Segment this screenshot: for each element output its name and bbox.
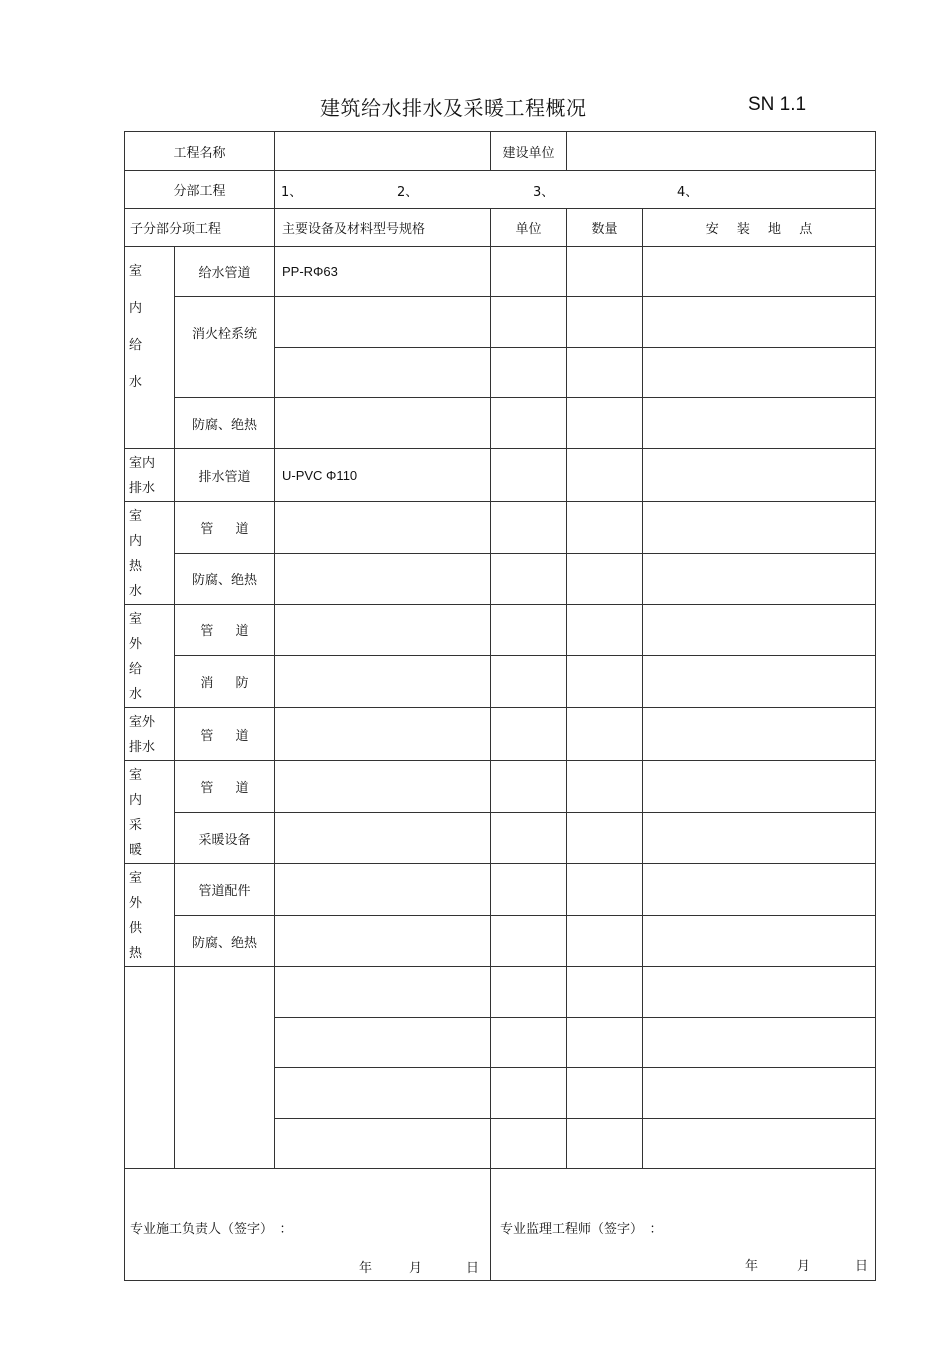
unit-cell[interactable] xyxy=(491,605,567,656)
location-cell[interactable] xyxy=(643,247,876,297)
blank-group-cell[interactable] xyxy=(125,967,175,1169)
col-material-header: 主要设备及材料型号规格 xyxy=(275,209,491,247)
supervisor-signature-label: 专业监理工程师（签字） ： xyxy=(500,1222,663,1237)
unit-cell[interactable] xyxy=(491,655,567,707)
item-label: 消 防 xyxy=(175,655,275,707)
item-label: 管道配件 xyxy=(175,864,275,916)
quantity-cell[interactable] xyxy=(567,916,643,967)
spec-cell[interactable] xyxy=(275,398,491,449)
signature-row xyxy=(125,1169,876,1281)
spec-cell[interactable] xyxy=(275,967,491,1018)
group-label-indoor-supply: 室 内 给 水 xyxy=(125,247,175,449)
item-label: 管 道 xyxy=(175,761,275,813)
blank-item-cell[interactable] xyxy=(175,967,275,1169)
item-label: 管 道 xyxy=(175,605,275,656)
location-cell[interactable] xyxy=(643,655,876,707)
quantity-cell[interactable] xyxy=(567,967,643,1018)
table-row xyxy=(125,761,876,813)
builder-label: 建设单位 xyxy=(491,132,567,171)
quantity-cell[interactable] xyxy=(567,708,643,761)
spec-cell[interactable]: PP-RΦ63 xyxy=(275,247,491,297)
col-location-header: 安 装 地 点 xyxy=(643,209,876,247)
item-label: 防腐、绝热 xyxy=(175,916,275,967)
quantity-cell[interactable] xyxy=(567,605,643,656)
location-cell[interactable] xyxy=(643,813,876,864)
table-row xyxy=(125,449,876,502)
spec-cell[interactable] xyxy=(275,655,491,707)
project-name-field[interactable] xyxy=(275,132,491,171)
unit-cell[interactable] xyxy=(491,813,567,864)
table-row xyxy=(125,605,876,656)
table-row xyxy=(125,916,876,967)
location-cell[interactable] xyxy=(643,553,876,605)
project-name-row xyxy=(125,132,876,171)
group-label-outdoor-supply: 室 外 给 水 xyxy=(125,605,175,708)
quantity-cell[interactable] xyxy=(567,1068,643,1119)
quantity-cell[interactable] xyxy=(567,761,643,813)
unit-cell[interactable] xyxy=(491,1068,567,1119)
group-label-indoor-hot-water: 室 内 热 水 xyxy=(125,502,175,605)
sub-project-item-2: 2、 xyxy=(397,185,419,200)
item-label: 防腐、绝热 xyxy=(175,398,275,449)
spec-cell[interactable] xyxy=(275,297,491,348)
location-cell[interactable] xyxy=(643,916,876,967)
location-cell[interactable] xyxy=(643,502,876,554)
spec-cell[interactable] xyxy=(275,761,491,813)
location-cell[interactable] xyxy=(643,708,876,761)
quantity-cell[interactable] xyxy=(567,502,643,554)
quantity-cell[interactable] xyxy=(567,348,643,398)
table-row xyxy=(125,708,876,761)
unit-cell[interactable] xyxy=(491,916,567,967)
supervisor-signature[interactable] xyxy=(491,1169,876,1281)
unit-cell[interactable] xyxy=(491,398,567,449)
table-row xyxy=(125,967,876,1018)
location-cell[interactable] xyxy=(643,1119,876,1169)
item-label: 消火栓系统 xyxy=(175,297,275,398)
unit-cell[interactable] xyxy=(491,1018,567,1068)
quantity-cell[interactable] xyxy=(567,553,643,605)
spec-cell[interactable] xyxy=(275,605,491,656)
location-cell[interactable] xyxy=(643,297,876,348)
quantity-cell[interactable] xyxy=(567,247,643,297)
location-cell[interactable] xyxy=(643,449,876,502)
unit-cell[interactable] xyxy=(491,967,567,1018)
date-day: 日 xyxy=(855,1259,869,1274)
spec-cell[interactable]: U-PVC Φ110 xyxy=(275,449,491,502)
table-row xyxy=(125,297,876,348)
unit-cell[interactable] xyxy=(491,297,567,348)
document-title: 建筑给水排水及采暖工程概况 xyxy=(320,96,587,120)
sub-project-items[interactable] xyxy=(275,171,876,209)
col-unit-header: 单位 xyxy=(491,209,567,247)
sub-project-item-1: 1、 xyxy=(281,185,303,200)
form-code: SN 1.1 xyxy=(748,94,807,115)
date-month: 月 xyxy=(409,1261,423,1276)
sub-project-label: 分部工程 xyxy=(125,171,275,209)
unit-cell[interactable] xyxy=(491,708,567,761)
item-label: 管 道 xyxy=(175,502,275,554)
group-label-outdoor-drainage: 室外 排水 xyxy=(125,708,175,761)
column-header-row xyxy=(125,209,876,247)
item-label: 采暖设备 xyxy=(175,813,275,864)
unit-cell[interactable] xyxy=(491,449,567,502)
quantity-cell[interactable] xyxy=(567,1119,643,1169)
quantity-cell[interactable] xyxy=(567,449,643,502)
project-name-label: 工程名称 xyxy=(125,132,275,171)
unit-cell[interactable] xyxy=(491,502,567,554)
date-month: 月 xyxy=(797,1259,811,1274)
group-label-outdoor-heating: 室 外 供 热 xyxy=(125,864,175,967)
spec-cell[interactable] xyxy=(275,1068,491,1119)
contractor-signature[interactable] xyxy=(125,1169,491,1281)
table-row xyxy=(125,813,876,864)
sub-project-item-4: 4、 xyxy=(677,185,699,200)
spec-cell[interactable] xyxy=(275,708,491,761)
date-year: 年 xyxy=(745,1259,759,1274)
col-quantity-header: 数量 xyxy=(567,209,643,247)
group-label-indoor-heating: 室 内 采 暖 xyxy=(125,761,175,864)
spec-cell[interactable] xyxy=(275,1018,491,1068)
spec-cell[interactable] xyxy=(275,864,491,916)
sub-project-item-3: 3、 xyxy=(533,185,555,200)
table-row xyxy=(125,655,876,707)
quantity-cell[interactable] xyxy=(567,297,643,348)
quantity-cell[interactable] xyxy=(567,398,643,449)
quantity-cell[interactable] xyxy=(567,864,643,916)
location-cell[interactable] xyxy=(643,398,876,449)
location-cell[interactable] xyxy=(643,1018,876,1068)
item-label: 给水管道 xyxy=(175,247,275,297)
spec-cell[interactable] xyxy=(275,553,491,605)
spec-cell[interactable] xyxy=(275,1119,491,1169)
spec-cell[interactable] xyxy=(275,813,491,864)
item-label: 排水管道 xyxy=(175,449,275,502)
overview-form xyxy=(124,131,876,1281)
table-row xyxy=(125,247,876,297)
unit-cell[interactable] xyxy=(491,1119,567,1169)
spec-cell[interactable] xyxy=(275,348,491,398)
table-row xyxy=(125,864,876,916)
unit-cell[interactable] xyxy=(491,553,567,605)
date-year: 年 xyxy=(359,1261,373,1276)
unit-cell[interactable] xyxy=(491,761,567,813)
quantity-cell[interactable] xyxy=(567,813,643,864)
unit-cell[interactable] xyxy=(491,864,567,916)
table-row xyxy=(125,553,876,605)
date-day: 日 xyxy=(466,1261,480,1276)
quantity-cell[interactable] xyxy=(567,1018,643,1068)
col-subsection-header: 子分部分项工程 xyxy=(125,209,275,247)
location-cell[interactable] xyxy=(643,1068,876,1119)
table-row xyxy=(125,502,876,554)
spec-cell[interactable] xyxy=(275,916,491,967)
location-cell[interactable] xyxy=(643,864,876,916)
builder-field[interactable] xyxy=(567,132,876,171)
location-cell[interactable] xyxy=(643,761,876,813)
quantity-cell[interactable] xyxy=(567,655,643,707)
item-label: 管 道 xyxy=(175,708,275,761)
unit-cell[interactable] xyxy=(491,247,567,297)
sub-project-row xyxy=(125,171,876,209)
group-label-indoor-drainage: 室内 排水 xyxy=(125,449,175,502)
location-cell[interactable] xyxy=(643,348,876,398)
table-row xyxy=(125,398,876,449)
contractor-signature-label: 专业施工负责人（签字） ： xyxy=(130,1222,293,1237)
location-cell[interactable] xyxy=(643,605,876,656)
location-cell[interactable] xyxy=(643,967,876,1018)
spec-cell[interactable] xyxy=(275,502,491,554)
item-label: 防腐、绝热 xyxy=(175,553,275,605)
unit-cell[interactable] xyxy=(491,348,567,398)
